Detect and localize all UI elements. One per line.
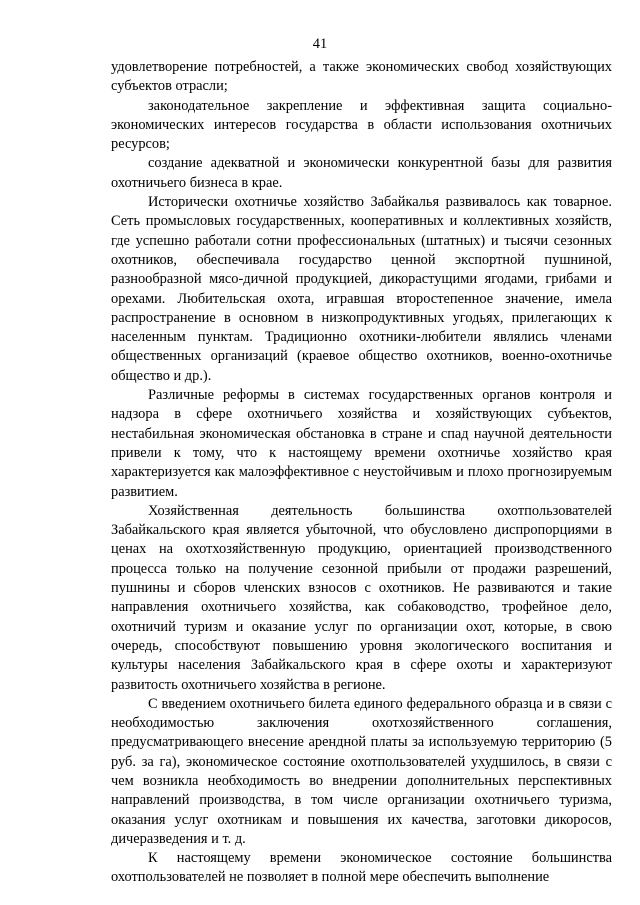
page-body xyxy=(111,58,612,888)
paragraph-5: Различные реформы в системах государственных органов контроля и надзора в сфере охотничьего хозяйства и хозяйствующих субъектов, нестабильная экономическая обстановка в стране и спад научной деятельности привели к тому, что к настоящему времени охотничье хозяйство края характеризуется как малоэффективное с неустойчивым и плохо прогнозируемым развитием. xyxy=(111,387,612,500)
paragraph-6: Хозяйственная деятельность большинства охотпользователей Забайкальского края является убыточной, что обусловлено диспропорциями в ценах на охотхозяйственную продукцию, ориентацией производственного процесса только на получение сезонной прибыли от продажи разрешений, пушнины и сборов членских взносов с охотников. Не развиваются и такие направления охотничьего хозяйства, как собаководство, трофейное дело, охотничий туризм и оказание услуг по организации охот, которые, в свою очередь, способствуют повышению уровня экологического воспитания и культуры населения Забайкальского края в сфере охоты и характеризуют развитость охотничьего хозяйства в регионе. xyxy=(111,502,612,693)
paragraph-3: создание адекватной и экономически конкурентной базы для развития охотничьего бизнеса в крае. xyxy=(111,155,612,191)
paragraph-8: К настоящему времени экономическое состояние большинства охотпользователей не позволяет в полной мере обеспечить выполнение xyxy=(111,850,612,886)
paragraph-2: законодательное закрепление и эффективная защита социально-экономических интересов государства в области использования охотничьих ресурсов; xyxy=(111,97,612,153)
paragraph-1-continuation: удовлетворение потребностей, а также экономических свобод хозяйствующих субъектов отрасли; xyxy=(111,59,612,95)
paragraph-7: С введением охотничьего билета единого федерального образца и в связи с необходимостью заключения охотхозяйственного соглашения, предусматривающего внесение арендной платы за используемую территорию (5 руб. за га), экономическое состояние охотпользователей ухудшилось, в связи с чем возникла необходимость во внедрении дополнительных перспективных направлений производства, в том числе организации охотничьего туризма, оказания услуг охотникам и повышения их качества, заготовки дикоросов, дичеразведения и т. д. xyxy=(111,695,612,847)
page-number: 41 xyxy=(312,36,328,52)
paragraph-4: Исторически охотничье хозяйство Забайкалья развивалось как товарное. Сеть промысловых государственных, кооперативных и коллективных хозяйств, где успешно работали сотни профессиональных (штатных) и тысячи сезонных охотников, обеспечивала государство ценной экспортной пушниной, разнообразной мясо-дичной продукцией, дикорастущими ягодами, грибами и орехами. Любительская охота, игравшая второстепенное значение, имела распространение в основном в низкопродуктивных угодьях, прилегающих к населенным пунктам. Традиционно охотники-любители являлись членами общественных организаций (краевое общество охотников, военно-охотничье общество и др.). xyxy=(111,194,612,384)
